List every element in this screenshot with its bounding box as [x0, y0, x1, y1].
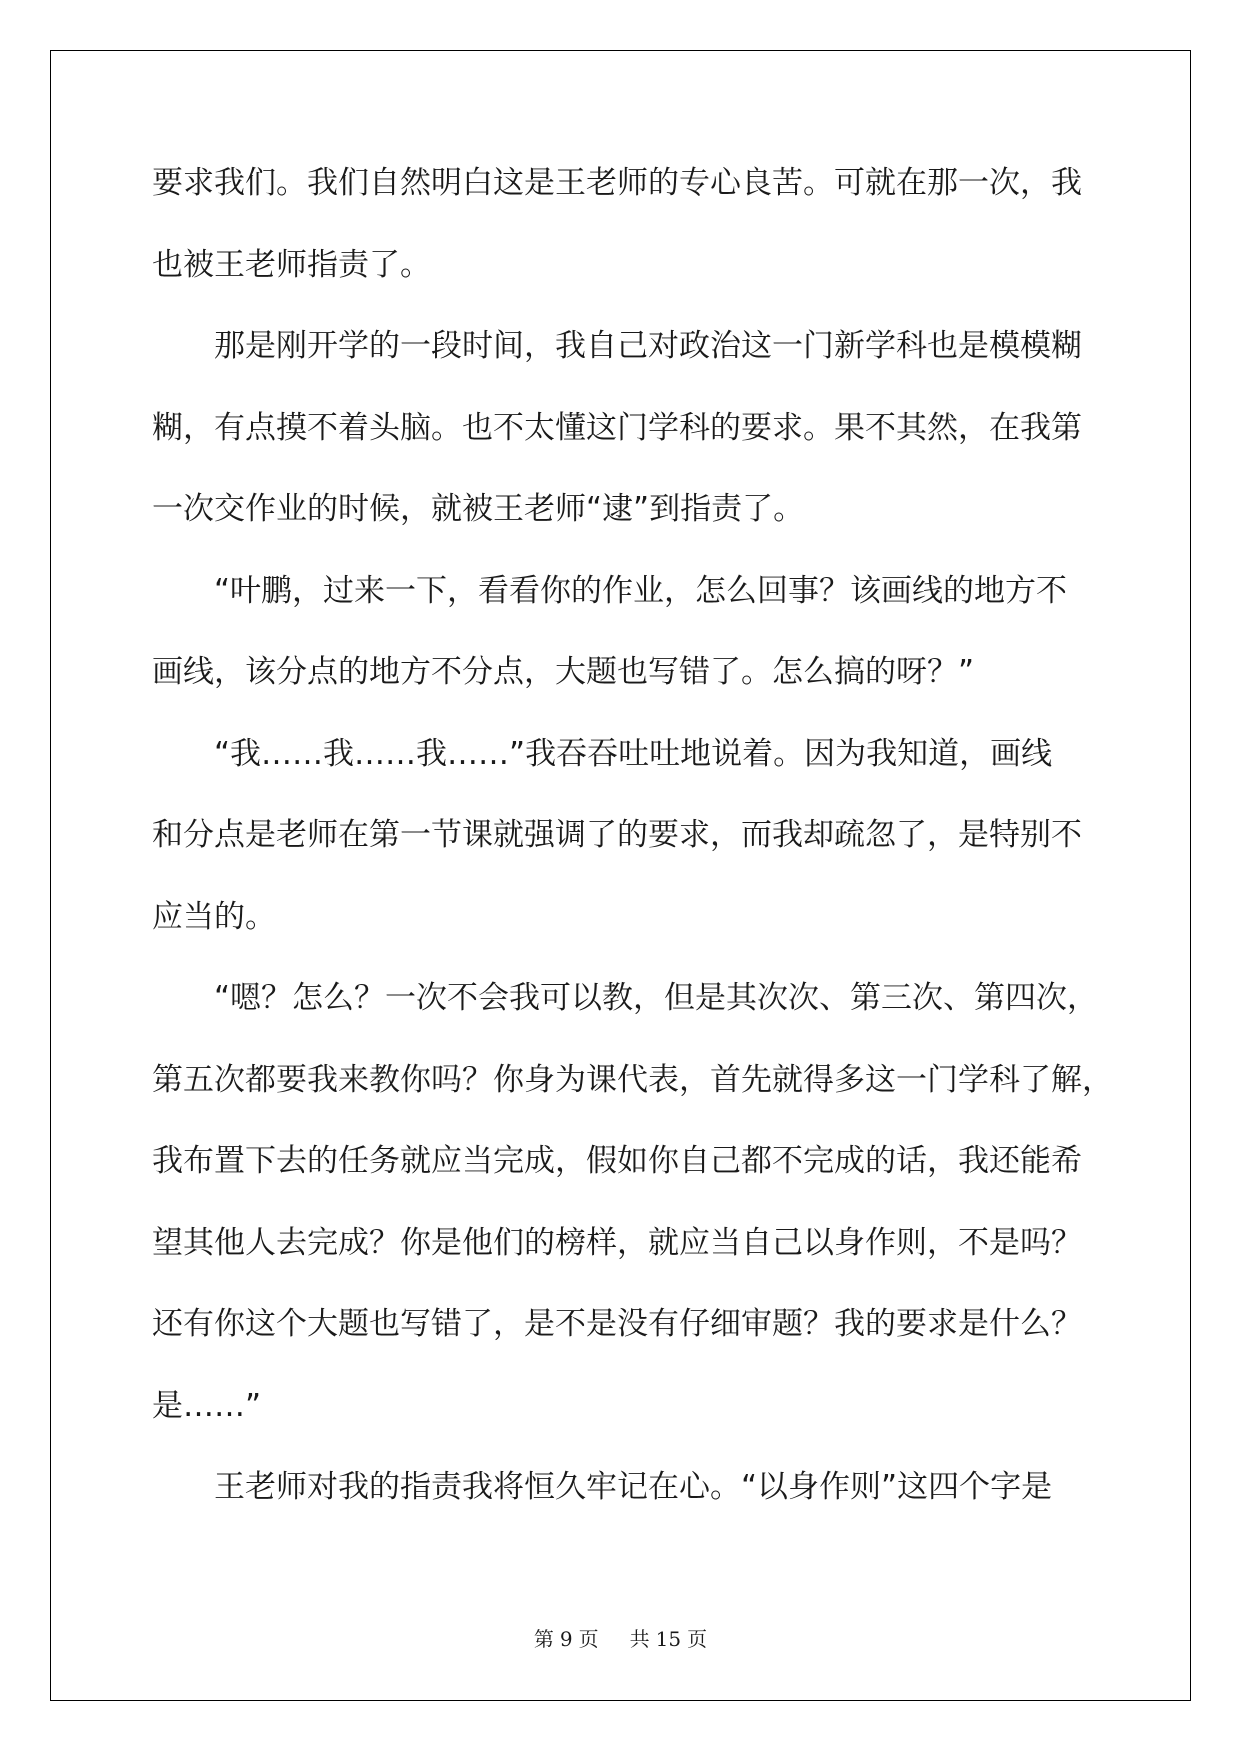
- total-indicator: [627, 1627, 710, 1651]
- paragraph-start-line: “叶鹏，过来一下，看看你的作业，怎么回事？该画线的地方不: [214, 572, 1068, 609]
- total-prefix: 共: [629, 1627, 650, 1651]
- document-body: [152, 163, 1113, 1549]
- paragraph-start-line: 那是刚开学的一段时间，我自己对政治这一门新学科也是模模糊: [214, 328, 1082, 364]
- text-line: 和分点是老师在第一节课就强调了的要求，而我却疏忽了，是特别不: [152, 817, 1082, 853]
- text-line: 还有你这个大题也写错了，是不是没有仔细审题？我的要求是什么？: [152, 1306, 1082, 1342]
- text-line: 一次交作业的时候，就被王老师“逮”到指责了。: [152, 491, 805, 527]
- page-prefix: 第: [533, 1627, 554, 1651]
- page-footer: [0, 1626, 1241, 1652]
- text-line: 望其他人去完成？你是他们的榜样，就应当自己以身作则，不是吗？: [152, 1224, 1082, 1261]
- page-indicator: [531, 1627, 602, 1651]
- text-line: 糊，有点摸不着头脑。也不太懂这门学科的要求。果不其然，在我第: [152, 409, 1082, 446]
- page-suffix: 页: [578, 1627, 599, 1651]
- paragraph-start-line: “嗯？怎么？一次不会我可以教，但是其次次、第三次、第四次，: [214, 980, 1099, 1016]
- paragraph-start-line: 王老师对我的指责我将恒久牢记在心。“以身作则”这四个字是: [214, 1469, 1053, 1505]
- text-line: 画线，该分点的地方不分点，大题也写错了。怎么搞的呀？”: [152, 654, 975, 690]
- page-number: 9: [559, 1627, 573, 1651]
- paragraph-start-line: “我……我……我……”我吞吞吐吐地说着。因为我知道，画线: [214, 735, 1053, 772]
- text-line: 也被王老师指责了。: [152, 246, 431, 283]
- text-line: 我布置下去的任务就应当完成，假如你自己都不完成的话，我还能希: [152, 1143, 1082, 1179]
- total-suffix: 页: [687, 1627, 708, 1651]
- text-line: 第五次都要我来教你吗？你身为课代表，首先就得多这一门学科了解，: [152, 1061, 1113, 1098]
- text-line: 是……”: [152, 1387, 262, 1424]
- total-pages: 15: [655, 1627, 682, 1651]
- text-line: 要求我们。我们自然明白这是王老师的专心良苦。可就在那一次，我: [152, 165, 1082, 201]
- text-line: 应当的。: [152, 898, 276, 935]
